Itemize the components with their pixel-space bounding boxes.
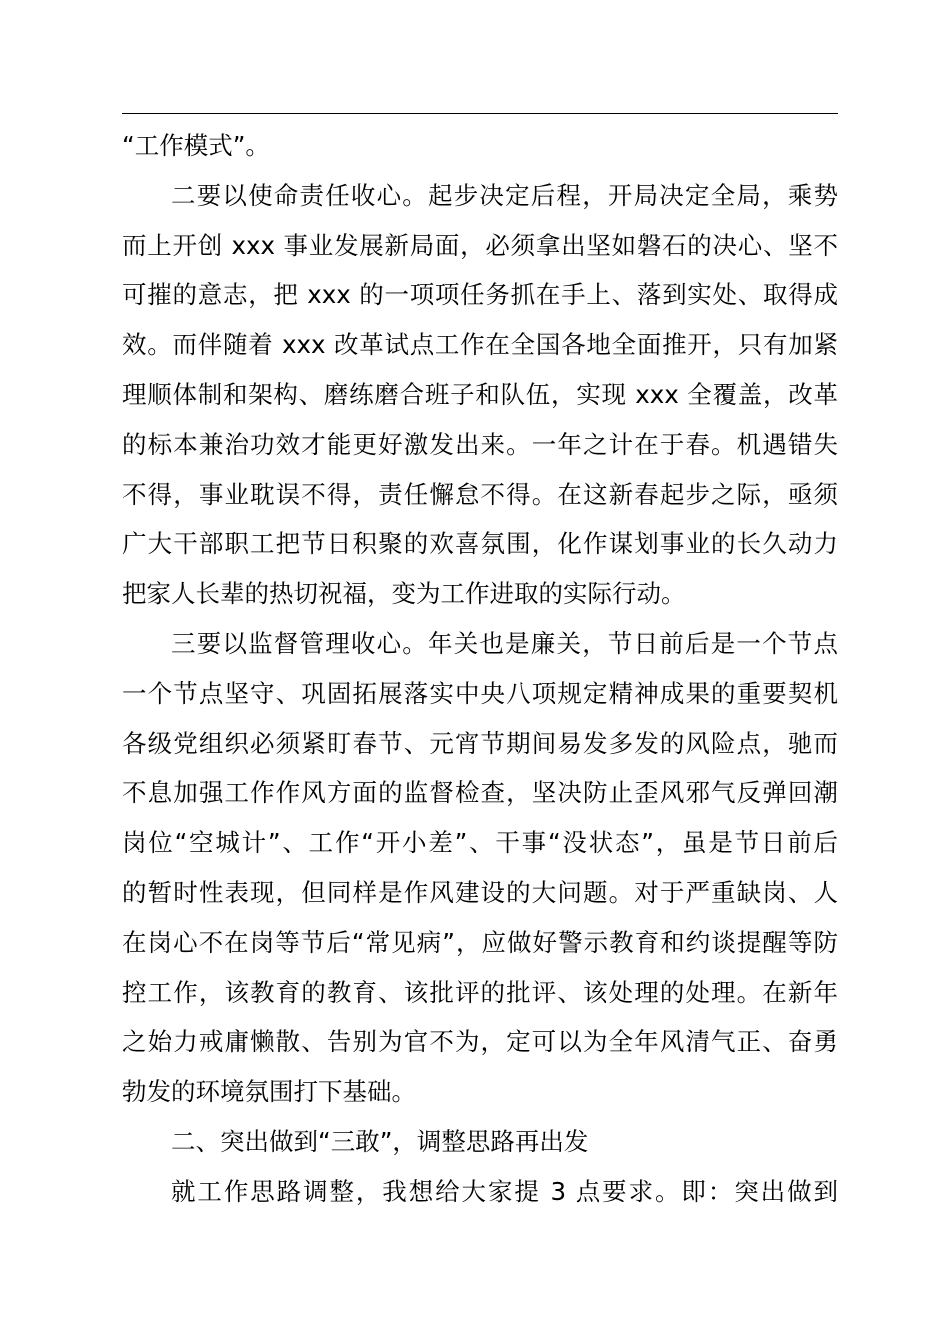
text-line: “工作模式”。 [122,131,270,160]
paragraph-start-line: 三要以监督管理收心。年关也是廉关，节日前后是一个节点 [171,628,838,658]
paragraph-start-line: 二要以使命责任收心。起步决定后程，开局决定全局，乘势 [171,180,838,210]
text-line: 不息加强工作作风方面的监督检查，坚决防止歪风邪气反弹回潮 [122,778,838,808]
text-line: 不得，事业耽误不得，责任懈怠不得。在这新春起步之际，亟须 [122,479,838,509]
text-line: 广大干部职工把节日积聚的欢喜氛围，化作谋划事业的长久动力 [122,529,838,559]
body-text [122,121,838,1217]
text-line: 之始力戒庸懒散、告别为官不为，定可以为全年风清气正、奋勇 [122,1027,838,1057]
text-line: 把家人长辈的热切祝福，变为工作进取的实际行动。 [122,579,686,609]
text-line: 在岗心不在岗等节后“常见病”，应做好警示教育和约谈提醒等防 [122,927,838,957]
text-line: 的暂时性表现，但同样是作风建设的大问题。对于严重缺岗、人 [122,877,838,907]
text-line: 可摧的意志，把 xxx 的一项项任务抓在手上、落到实处、取得成 [122,280,838,310]
text-line: 岗位“空城计”、工作“开小差”、干事“没状态”，虽是节日前后 [122,828,838,858]
header-rule [122,113,838,114]
text-line: 理顺体制和架构、磨练磨合班子和队伍，实现 xxx 全覆盖，改革 [122,379,838,409]
section-heading: 二、突出做到“三敢”，调整思路再出发 [171,1126,589,1156]
text-line: 勃发的环境氛围打下基础。 [122,1077,416,1107]
text-line: 而上开创 xxx 事业发展新局面，必须拿出坚如磐石的决心、坚不 [122,230,838,260]
text-line: 效。而伴随着 xxx 改革试点工作在全国各地全面推开，只有加紧 [122,330,838,360]
text-line: 各级党组织必须紧盯春节、元宵节期间易发多发的风险点，驰而 [122,728,838,758]
text-line: 一个节点坚守、巩固拓展落实中央八项规定精神成果的重要契机 [122,678,838,708]
text-line: 控工作，该教育的教育、该批评的批评、该处理的处理。在新年 [122,977,838,1007]
text-line: 的标本兼治功效才能更好激发出来。一年之计在于春。机遇错失 [122,429,838,459]
paragraph-start-line: 就工作思路调整，我想给大家提 3 点要求。即：突出做到 [171,1176,838,1206]
